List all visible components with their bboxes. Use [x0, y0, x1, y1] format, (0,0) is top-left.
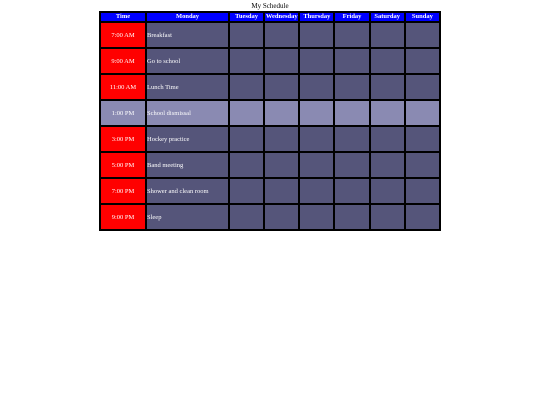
- empty-cell: [229, 126, 264, 152]
- monday-event: Go to school: [146, 48, 229, 74]
- time-cell: 7:00 PM: [100, 178, 146, 204]
- empty-cell: [264, 100, 299, 126]
- empty-cell: [334, 74, 369, 100]
- schedule-row-highlighted: [100, 100, 440, 126]
- empty-cell: [370, 126, 405, 152]
- empty-cell: [264, 74, 299, 100]
- empty-cell: [405, 48, 440, 74]
- header-time: Time: [100, 12, 146, 22]
- time-cell: 3:00 PM: [100, 126, 146, 152]
- empty-cell: [405, 152, 440, 178]
- header-row: [100, 12, 440, 22]
- monday-event: Band meeting: [146, 152, 229, 178]
- schedule-row: [100, 74, 440, 100]
- empty-cell: [334, 178, 369, 204]
- monday-event: Hockey practice: [146, 126, 229, 152]
- empty-cell: [405, 178, 440, 204]
- empty-cell: [370, 152, 405, 178]
- empty-cell: [229, 178, 264, 204]
- empty-cell: [264, 48, 299, 74]
- empty-cell: [405, 22, 440, 48]
- empty-cell: [264, 126, 299, 152]
- schedule-row: [100, 48, 440, 74]
- empty-cell: [299, 48, 334, 74]
- empty-cell: [299, 126, 334, 152]
- empty-cell: [264, 152, 299, 178]
- empty-cell: [229, 100, 264, 126]
- empty-cell: [370, 178, 405, 204]
- empty-cell: [405, 126, 440, 152]
- header-thursday: Thursday: [299, 12, 334, 22]
- header-tuesday: Tuesday: [229, 12, 264, 22]
- time-cell: 7:00 AM: [100, 22, 146, 48]
- header-wednesday: Wednesday: [265, 13, 298, 20]
- empty-cell: [229, 152, 264, 178]
- empty-cell: [334, 126, 369, 152]
- time-cell: 1:00 PM: [100, 100, 146, 126]
- header-friday: Friday: [334, 12, 369, 22]
- empty-cell: [405, 204, 440, 230]
- empty-cell: [229, 74, 264, 100]
- empty-cell: [299, 74, 334, 100]
- schedule-table: [99, 11, 441, 231]
- schedule-row: [100, 204, 440, 230]
- empty-cell: [264, 178, 299, 204]
- empty-cell: [334, 152, 369, 178]
- monday-event: Breakfast: [146, 22, 229, 48]
- empty-cell: [299, 178, 334, 204]
- empty-cell: [370, 204, 405, 230]
- empty-cell: [299, 100, 334, 126]
- time-cell: 9:00 PM: [100, 204, 146, 230]
- empty-cell: [299, 204, 334, 230]
- empty-cell: [299, 152, 334, 178]
- header-monday: Monday: [146, 12, 229, 22]
- monday-event: Sleep: [146, 204, 229, 230]
- monday-event: Shower and clean room: [146, 178, 229, 204]
- time-cell: 9:00 AM: [100, 48, 146, 74]
- schedule-row: [100, 152, 440, 178]
- empty-cell: [334, 48, 369, 74]
- empty-cell: [405, 100, 440, 126]
- header-saturday: Saturday: [370, 12, 405, 22]
- empty-cell: [370, 22, 405, 48]
- schedule-row: [100, 126, 440, 152]
- schedule-row: [100, 22, 440, 48]
- empty-cell: [334, 22, 369, 48]
- empty-cell: [370, 48, 405, 74]
- empty-cell: [264, 22, 299, 48]
- empty-cell: [370, 100, 405, 126]
- monday-event: Lunch Time: [146, 74, 229, 100]
- empty-cell: [229, 204, 264, 230]
- empty-cell: [334, 204, 369, 230]
- time-cell: 5:00 PM: [100, 152, 146, 178]
- header-sunday: Sunday: [405, 12, 440, 22]
- empty-cell: [370, 74, 405, 100]
- schedule-title: My Schedule: [251, 2, 289, 10]
- schedule-row: [100, 178, 440, 204]
- empty-cell: [334, 100, 369, 126]
- empty-cell: [299, 22, 334, 48]
- empty-cell: [229, 48, 264, 74]
- empty-cell: [229, 22, 264, 48]
- empty-cell: [264, 204, 299, 230]
- empty-cell: [405, 74, 440, 100]
- time-cell: 11:00 AM: [100, 74, 146, 100]
- monday-event: School dismissal: [146, 100, 229, 126]
